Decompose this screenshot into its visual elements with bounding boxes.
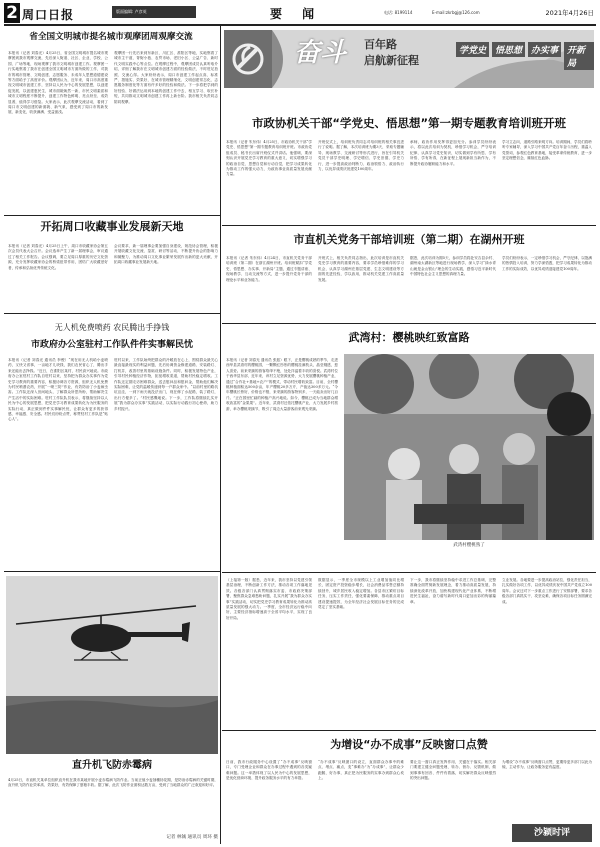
editor-bar: 版面编辑: 卢彦英 [112,6,196,18]
body-a4-col3: 据悉，此次培训为期5天，参训学员将赴安吉县余村、湖州南太湖新区等地进行现场教学，深入学习“绿水青山就是金山银山”理念的生动实践，感悟习近平新时代中国特色社会主义思想的真理力量。 [410,256,496,277]
body-a1-col2: 观摩团一行先后来到东新区、川汇区、淮阳区等地，实地察看了城市主干道、背街小巷、农贸市场、老旧小区、公益广告、新时代文明实践中心等点位。在观摩过程中，观摩团成员认真听取介绍，详细了解我市在文明城市创建方面的经验做法，不时驻足拍照、交流心得。大家纷纷表示，周口市创建工作起点高、标准严、措施实、效果好，在城市管理精细化、文明创建常态化、志愿服务制度化等方面有许多好的经验和做法。下一步将把学到的好经验、好做法运用到本地的创建工作中去，相互学习、取长补短，共同推动文明城市创建工作再上新台阶。我市相关负责同志陪同观摩。 [114,51,218,104]
body-a4-col2: 开班式上，相关负责同志指出，此次培训是市直机关党史学习教育的重要内容，要求学员珍惜难得的学习机会，认真学习湖州在基层党建、生态文明建设等方面的先进经验，学以致用，推动机关党建工作高质量发展。 [318,256,404,282]
caption-a6: 武湾村樱桃熟了 [453,543,485,548]
body-a8-col4: 为增设“办不成事”反映窗口点赞，更期待更多部门以此为镜，主动作为，让政务服务更有温度。 [502,760,592,770]
body-a8-col3: 要让这一窗口真正发挥作用，关键在于落实。相关部门要建立健全问题受理、转办、督办、反馈机制，做到事事有回音、件件有着落，切实解决群众反映强烈的突出问题。 [410,760,496,781]
headline-a8: 为增设“办不成事”反映窗口点赞 [330,738,488,751]
divider-a5 [4,571,220,572]
byline-a7: 记者 林铖 通讯员 周环 摄 [166,835,218,840]
column-rule [220,26,221,844]
headline-a1: 省全国文明城市提名城市观摩团周观摩交流 [29,32,193,42]
body-lower-col3: 下一步，我市将继续坚持稳中求进工作总基调，完整准确全面贯彻新发展理念，着力推动高质量发展，持续深化改革开放，加快构建现代化产业体系，不断增进民生福祉，奋力谱写新时代周口更加出彩的绚丽篇章。 [410,578,496,604]
divider-a1 [4,215,220,216]
body-a5-col2: 驻村以来，工作队始终把群众的冷暖放在心上，围绕群众最关心最直接最现实的利益问题，先后协调资金修建道路、安装路灯、打机井，改善村里的基础设施条件。同时，积极发展特色产业，引导村民种植经济作物，拓宽增收渠道，帮助村民稳定增收。工作队还定期走访困难群众，送去慰问品和慰问金，帮助他们解决实际困难，让党的温暖传递到每一户群众家中。“以前村里的路坑坑洼洼，一到下雨天就没法出门，现在修了水泥路，装了路灯，出行方便多了。”村民感慨地说。下一步，工作队将继续扎实开展“我为群众办实事”实践活动，以实际行动践行初心使命，助力乡村振兴。 [114,358,218,411]
divider-a3 [4,313,220,314]
body-a6-col1: 本报讯（记者 刘春光 通讯员 张振）眼下，正是樱桃成熟的季节，走进西华县武湾村的樱桃园，一颗颗红彤彤的樱桃挂满枝头，晶莹剔透，惹人喜爱。前来采摘的游客络绎不绝，处处洋溢着丰收的喜悦。武湾村位于西华县东部，近年来，该村立足资源优势，大力发展樱桃种植产业，通过“合作社+基地+农户”的模式，带动村民增收致富。目前，全村樱桃种植面积达500余亩，年产樱桃20多万斤，产值达300多万元。“今年樱桃长势好，价格也不错，来采摘的游客特别多，一天能卖出好几百斤。”正在园里忙碌的种植户高兴地说。如今，樱桃已成为当地群众增收致富的“金果果”。近年来，武湾村还依托樱桃产业，大力发展乡村旅游，举办樱桃采摘节，吸引了周边大量游客前来观光采摘。 [226,358,338,411]
headline-a6: 武湾村：樱桃映红致富路 [348,331,470,344]
kicker-a5: 无人机免费喷药 农民腾出手挣钱 [54,323,170,332]
body-a2-col4: 学习立志向，道路引路来明方向。培训期间，学员们将聆听专家辅导，深入学习中国共产党百年奋斗历程，重温入党誓词，参观红色教育基地，接受革命传统教育，进一步坚定理想信念，赓续红色血脉。 [502,140,592,161]
banner-calligraphy: 奋斗 [294,38,347,68]
helicopter-photo [6,576,218,754]
column-label: 沙颍时评 [512,824,592,842]
phone-info: 电话: 8199114 [384,10,413,15]
headline-a4: 市直机关党务干部培训班（第二期）在湖州开班 [293,233,525,246]
body-a4-col4: 学员们纷纷表示，一定珍惜学习机会，严守纪律，以饱满的热情投入培训，努力学深悟透，把学习成果转化为推动工作的实际成效，以优异成绩迎接建党100周年。 [502,256,592,271]
headline-a2: 市政协机关干部“学党史、悟思想”第一期专题教育培训班开班 [251,116,567,130]
body-a2-col3: 承师，政协作用发挥得更加充分。参训学员纷纷表示，将以此次培训为契机，珍惜学习机会，严守培训纪律，认真学习党史知识，切实做到学有所思、学有所悟、学有所得，在新征程上展现新担当新作为，不断提升政协履职能力和水平。 [410,140,496,166]
banner-tag2: 启航新征程 [364,54,419,67]
body-lower-col4: 立业发展。各地要进一步提高政治站位，强化责任担当，扎实做好各项工作，以优异成绩庆祝中国共产党成立100周年。会议还对下一步重点工作进行了安排部署，要求各级各部门真抓实干、攻坚克难，确保各项目标任务圆满完成。 [502,578,592,604]
divider-a4 [222,323,596,324]
body-a7: 4月25日，市直机关某单位组织直升机在我市某地开展小麦赤霉病飞防作业。当前正值小麦抽穗扬花期，是防治赤霉病的关键时期，直升机飞防作业效率高、效果好，有效保障了夏粮丰收。据了解，此次飞防作业面积达数万亩，受到了当地群众的广泛欢迎和好评。 [8,778,218,788]
body-lower-col2: 数据显示，一季度全市规模以上工业增加值同比增长，固定资产投资稳步增长，社会消费品零售总额持续回升，城乡居民收入稳定增加。各县市区紧盯目标任务，压实工作责任，强化要素保障，推动重点项目建设提速提效，为全年经济社会发展目标任务的完成奠定了坚实基础。 [318,578,404,610]
banner-tag1: 百年路 [364,38,397,51]
section-title: 要 闻 [270,7,323,21]
body-a8-col1: 日前，我市行政服务中心设置了“办不成事”反映窗口，专门受理企业和群众在办事过程中遇到的各类疑难问题。这一举措体现了以人民为中心的发展思想，是优化营商环境、提升政务服务水平的有力举措。 [226,760,312,781]
header-rule [4,24,596,26]
body-a3-col2: 会议要求，新一届理事会要加强自身建设，规范协会管理，积极开展收藏文化交流、鉴赏、研讨等活动，不断提升协会的影响力和凝聚力，为推动周口文化事业繁荣发展作出新的更大贡献，开拓周口收藏事业发展新天地。 [114,244,218,265]
body-a2-col2: 开班仪式上，培训班负责同志对培训班的相关事宜进行了说明。据了解，本次培训班为期3天，采取专题辅导、现场教学、交流研讨等形式进行，旨在引导机关党员干部学史明理、学史增信、学史崇德、学史力行，进一步提高政治判断力、政治领悟力、政治执行力，以优异成绩庆祝建党100周年。 [318,140,404,172]
cherry-photo [344,354,594,540]
banner-tag3: 学党史 [456,42,489,57]
body-a4-col1: 本报讯（记者 朱东伟）4月24日，市直机关党务干部培训班（第二期）在浙江湖州开班。培训班紧扣“学党史、悟思想、办实事、开新局”主题，通过专题讲座、现场教学、互动交流等方式，进一步提升党务干部的理论水平和业务能力。 [226,256,312,282]
divider-a2 [222,225,596,226]
banner-tag4: 悟思想 [492,42,525,57]
headline-a7: 直升机飞防赤霉病 [72,760,152,771]
paper-name: 周口日报 [22,8,75,22]
banner-tag5: 办实事 [528,42,561,57]
divider-a8-top [222,730,596,731]
divider-a6 [222,572,596,573]
email-info: E-mail:zkrbgj@126.com [432,10,480,15]
banner-image [224,30,594,88]
headline-a3: 开拓周口收藏事业发展新天地 [40,220,184,233]
page-number: 2 [4,3,20,23]
body-a3-col1: 本报讯（记者 刘春光）4月25日上午，周口市收藏家协会第五次会员代表大会召开。会议选举产生了新一届理事会，审议通过了相关工作报告。会议强调，要立足周口厚重的历史文化资源，充分发挥收藏家协会的桥梁纽带作用，团结广大收藏爱好者，传承和弘扬优秀传统文化。 [8,244,108,270]
body-a5-col1: 本报讯（记者 刘春光 通讯员 李俊）“现在用无人机给小麦喷药，又快又省事，一亩地才几块钱，我们农民省心了，腾出手来还能出去挣钱。”近日，在淮阳区某村，村民高兴地说。市政府办公室驻村工作队自驻村以来，坚持把为群众办实事作为党史学习教育的重要内容，积极协调各方资源，组织无人机免费为村民喷洒农药，开展“一喷三防”作业，有效防治了小麦病虫害。工作队还深入田间地头，了解群众所思所盼，帮助解决生产生活中的实际困难。驻村工作队队员表示，将继续坚持以人民为中心的发展思想，把党史学习教育成果转化为为民服务的实际行动，真正做到件件实事解民忧，让群众有更多的获得感、幸福感、安全感。村民们纷纷点赞，称赞驻村工作队是“贴心人”。 [8,358,108,422]
body-a8-col2: “办不成事”反映窗口的设立，直面群众办事中的难点、堵点、痛点，变“事难办”为“办成事”，让群众少跑腿、好办事，真正把为民服务的实事办到群众心坎上。 [318,760,404,781]
headline-a5: 市政府办公室驻村工作队件件实事解民忧 [30,340,193,350]
body-a2-col1: 本报讯（记者 朱东伟）4月25日，市政协机关干部“学党史、悟思想”第一期专题教育培训班开班。市政协党组成员、秘书长出席开班仪式并讲话。他强调，要深刻认识开展党史学习教育的重大意义，切实增强学习的政治自觉、思想自觉和行动自觉，把学习成果转化为推动工作的强大动力，为政协事业高质量发展贡献力量。 [226,140,312,177]
banner-tag6: 开新局 [564,42,594,70]
body-lower-col1: （上接第一版）据悉，近年来，我市坚持以党建引领基层治理，不断创新工作方法，推动各项工作落地见效。各级各部门认真贯彻落实市委、市政府决策部署，聚焦群众急难愁盼问题，扎实开展“我为群众办实事”实践活动，切实把党史学习教育成果转化为推动高质量发展的强大动力。一季度，全市经济运行稳中向好，主要经济指标增速高于全省平均水平，实现了良好开局。 [226,578,312,620]
issue-date: 2021年4月26日 [545,9,594,17]
body-a1-col1: 本报讯（记者 刘春光）4月25日，省全国文明城市提名城市观摩团到我市观摩交流，先后深入街道、社区、企业、学校、公园、广场等地，现场观摩了我市文明城市创建工作。观摩团一行实地察看了我市在创建全国文明城市方面所做的工作，对我市的城市管理、文明创建、志愿服务、未成年人思想道德建设等方面给予了高度评价。观摩团认为，近年来，周口市高度重视文明城市创建工作，坚持以人民为中心的发展思想，以创建促发展，以创建惠民生，城市面貌焕然一新，市民文明素质和城市文明程度不断提升，创建工作特色鲜明、亮点纷呈、成效显著，值得学习借鉴。大家表示，此次观摩交流活动，看到了周口市文明创建的新面貌、新气象，感受到了周口市的新发展、新变化，收获满满、受益匪浅。 [8,51,108,115]
